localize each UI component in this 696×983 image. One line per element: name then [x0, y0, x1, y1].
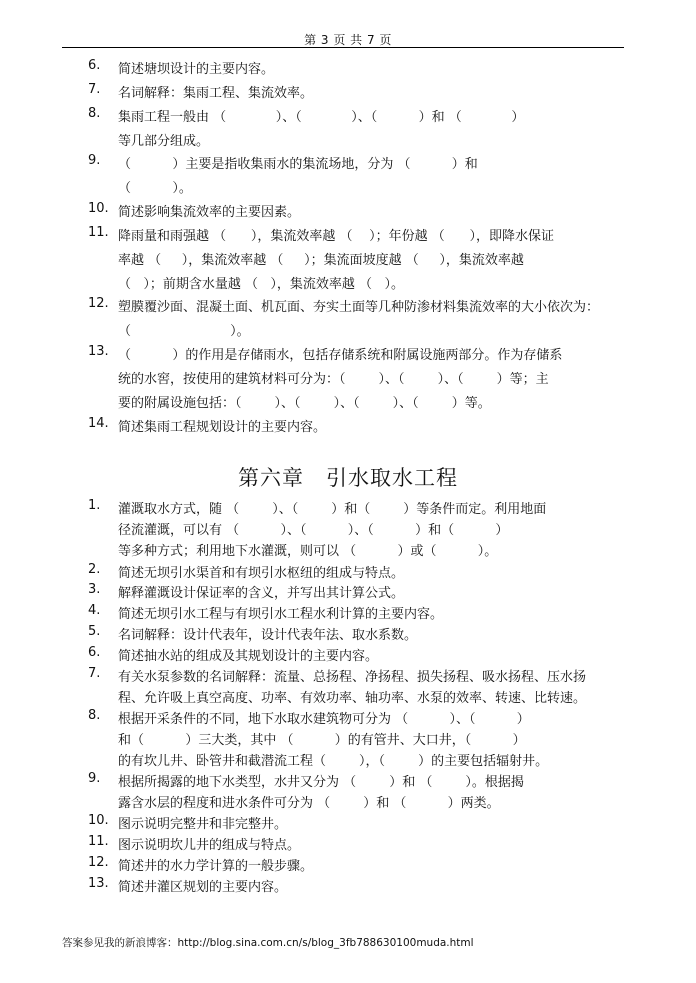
question-number: 9. — [88, 771, 101, 786]
question-text-line: 塑膜覆沙面、混凝土面、机瓦面、夯实土面等几种防渗材料集流效率的大小依次为： — [118, 300, 600, 315]
question-text-line: （ ）；前期含水量越 （ ），集流效率越 （ ）。 — [118, 277, 404, 292]
question-number: 8. — [88, 106, 101, 121]
question-text-line: 程、允许吸上真空高度、功率、有效功率、轴功率、水泵的效率、转速、比转速。 — [118, 691, 587, 706]
question-text-line: 有关水泵参数的名词解释：流量、总扬程、净扬程、损失扬程、吸水扬程、压水扬 — [118, 670, 587, 685]
question-text-line: （ ）的作用是存储雨水，包括存储系统和附属设施两部分。作为存储系 — [118, 348, 563, 363]
question-text-line: 名词解释：集雨工程、集流效率。 — [118, 86, 314, 101]
header-rule — [62, 47, 624, 48]
question-number: 1. — [88, 498, 101, 513]
question-number: 9. — [88, 153, 101, 168]
question-text-line: 图示说明完整井和非完整井。 — [118, 817, 288, 832]
question-text-line: 等几部分组成。 — [118, 134, 210, 149]
question-number: 13. — [88, 344, 109, 359]
chapter-title: 第六章 引水取水工程 — [238, 466, 458, 490]
question-text-line: 简述井灌区规划的主要内容。 — [118, 880, 288, 895]
question-text-line: 解释灌溉设计保证率的含义，并写出其计算公式。 — [118, 586, 405, 601]
question-text-line: （ ）。 — [118, 181, 192, 196]
question-number: 7. — [88, 82, 101, 97]
question-number: 6. — [88, 58, 101, 73]
question-number: 8. — [88, 708, 101, 723]
question-number: 4. — [88, 603, 101, 618]
question-number: 13. — [88, 876, 109, 891]
page-header: 第 3 页 共 7 页 — [304, 33, 392, 47]
question-text-line: 根据开采条件的不同，地下水取水建筑物可分为 （ ）、（ ） — [118, 712, 530, 727]
question-text-line: 要的附属设施包括：（ ）、（ ）、（ ）、（ ）等。 — [118, 396, 491, 411]
question-text-line: 统的水窖，按使用的建筑材料可分为：（ ）、（ ）、（ ）等；主 — [118, 372, 549, 387]
question-text-line: 简述无坝引水工程与有坝引水工程水利计算的主要内容。 — [118, 607, 444, 622]
question-number: 11. — [88, 225, 109, 240]
question-text-line: 降雨量和雨强越 （ ），集流效率越 （ ）；年份越 （ ），即降水保证 — [118, 229, 555, 244]
question-text-line: 等多种方式；利用地下水灌溉，则可以 （ ）或（ ）。 — [118, 544, 498, 559]
question-number: 10. — [88, 201, 109, 216]
question-number: 5. — [88, 624, 101, 639]
question-text-line: 简述影响集流效率的主要因素。 — [118, 205, 301, 220]
question-text-line: （ ）主要是指收集雨水的集流场地，分为 （ ）和 — [118, 157, 478, 172]
question-text-line: 率越 （ ），集流效率越 （ ）；集流面坡度越 （ ），集流效率越 — [118, 253, 524, 268]
question-text-line: 的有坎儿井、卧管井和截潜流工程（ ），（ ）的主要包括辐射井。 — [118, 754, 549, 769]
question-text-line: 简述塘坝设计的主要内容。 — [118, 62, 275, 77]
question-number: 6. — [88, 645, 101, 660]
footer-note: 答案参见我的新浪博客：http://blog.sina.com.cn/s/blog_3fb788630100muda.html — [62, 937, 474, 949]
question-text-line: 简述无坝引水渠首和有坝引水枢纽的组成与特点。 — [118, 566, 405, 581]
question-text-line: 露含水层的程度和进水条件可分为 （ ）和 （ ）两类。 — [118, 796, 500, 811]
question-number: 12. — [88, 855, 109, 870]
question-text-line: 和（ ）三大类，其中 （ ）的有管井、大口井，（ ） — [118, 733, 526, 748]
question-text-line: 简述集雨工程规划设计的主要内容。 — [118, 420, 327, 435]
question-text-line: （ ）。 — [118, 324, 250, 339]
question-text-line: 名词解释：设计代表年，设计代表年法、取水系数。 — [118, 628, 418, 643]
question-number: 2. — [88, 562, 101, 577]
question-number: 10. — [88, 813, 109, 828]
question-text-line: 根据所揭露的地下水类型，水井又分为 （ ）和 （ ）。根据揭 — [118, 775, 524, 790]
question-number: 14. — [88, 416, 109, 431]
question-text-line: 简述抽水站的组成及其规划设计的主要内容。 — [118, 649, 379, 664]
question-text-line: 集雨工程一般由 （ ）、（ ）、（ ）和 （ ） — [118, 110, 525, 125]
question-text-line: 灌溉取水方式，随 （ ）、（ ）和（ ）等条件而定。利用地面 — [118, 502, 547, 517]
question-text-line: 径流灌溉，可以有 （ ）、（ ）、（ ）和（ ） — [118, 523, 509, 538]
question-number: 11. — [88, 834, 109, 849]
question-text-line: 图示说明坎儿井的组成与特点。 — [118, 838, 301, 853]
question-number: 7. — [88, 666, 101, 681]
question-number: 12. — [88, 296, 109, 311]
question-number: 3. — [88, 582, 101, 597]
question-text-line: 简述井的水力学计算的一般步骤。 — [118, 859, 314, 874]
